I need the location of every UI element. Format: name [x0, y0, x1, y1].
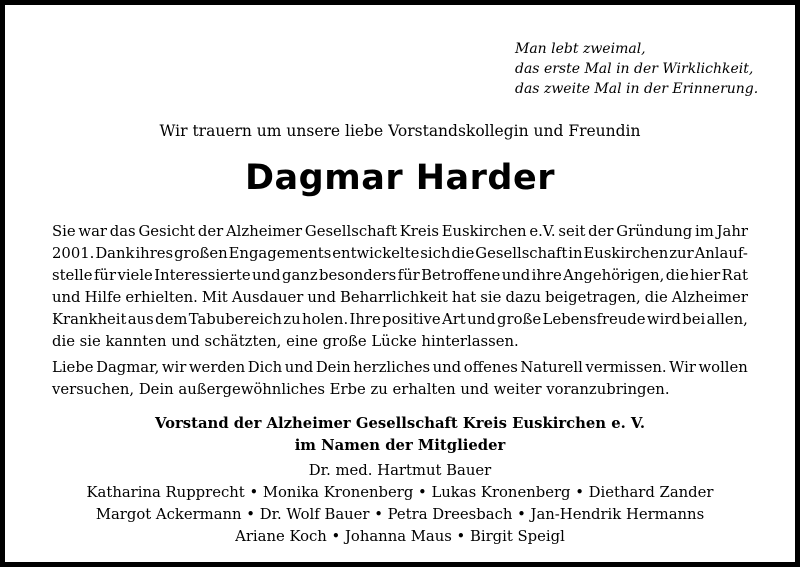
member-line: Katharina Rupprecht • Monika Kronenberg • Lukas Kronenberg • Diethard Zander [86, 484, 714, 501]
member-line: Ariane Koch • Johanna Maus • Birgit Speigl [235, 528, 565, 545]
member-line: Margot Ackermann • Dr. Wolf Bauer • Petra Dreesbach • Jan-Hendrik Hermanns [95, 506, 705, 523]
member-line: Dr. med. Hartmut Bauer [308, 462, 492, 479]
motto-line: das zweite Mal in der Erinnerung. [515, 81, 759, 97]
tribute-text [52, 221, 748, 401]
text-line: Krankheit aus dem Tabubereich zu holen. Ihre positive Art und große Lebensfreude wird bei allen, [52, 311, 748, 328]
text-line: 2001. Dank ihres großen Engagements entwickelte sich die Gesellschaft in Euskirchen zur Anlauf- [52, 245, 748, 262]
text-line: Liebe Dagmar, wir werden Dich und Dein herzliches und offenes Naturell vermissen. Wir wollen [52, 359, 748, 376]
text-line: Sie war das Gesicht der Alzheimer Gesellschaft Kreis Euskirchen e.V. seit der Gründung im Jahr [52, 223, 748, 240]
text-line: stelle für viele Interessierte und ganz besonders für Betroffene und ihre Angehörigen, die hier Rat [52, 267, 748, 284]
signature-block [5, 413, 795, 457]
text-line: die sie kannten und schätzten, eine große Lücke hinterlassen. [52, 333, 519, 350]
signature-members-note: im Namen der Mitglieder [294, 437, 506, 454]
text-line: versuchen, Dein außergewöhnliches Erbe zu erhalten und weiter voranzubringen. [52, 381, 670, 398]
signature-organization: Vorstand der Alzheimer Gesellschaft Kreis Euskirchen e. V. [155, 415, 645, 432]
intro-line: Wir trauern um unsere liebe Vorstandskollegin und Freundin [159, 122, 641, 140]
member-list [5, 460, 795, 548]
text-line: und Hilfe erhielten. Mit Ausdauer und Beharrlichkeit hat sie dazu beigetragen, die Alzheimer [52, 289, 748, 306]
deceased-name: Dagmar Harder [245, 158, 555, 198]
motto-line: das erste Mal in der Wirklichkeit, [515, 61, 754, 77]
motto-quote [515, 39, 785, 99]
motto-line: Man lebt zweimal, [515, 41, 646, 57]
